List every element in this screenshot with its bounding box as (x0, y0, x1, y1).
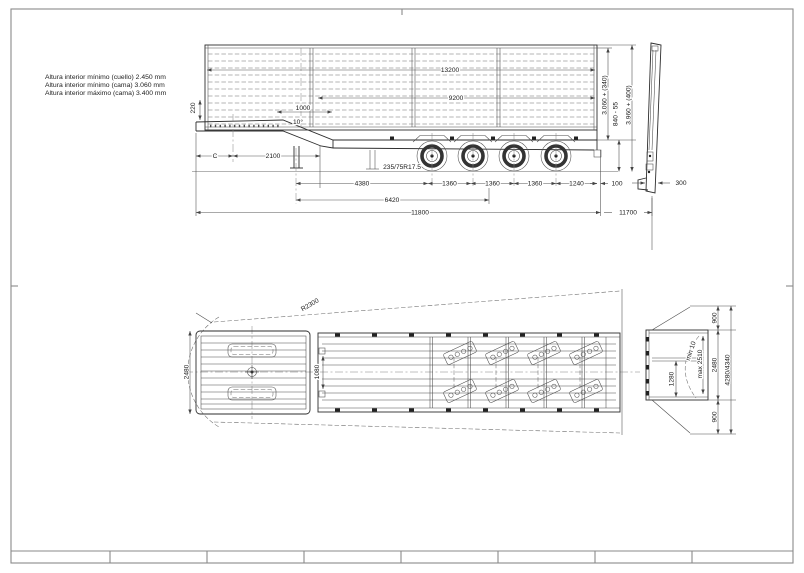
front-view (632, 43, 687, 250)
dim-axle-spacing-2: 1360 (485, 180, 500, 188)
main-frame (314, 333, 620, 412)
dim-axle-spacing-3: 1360 (527, 180, 543, 188)
wheel-1 (413, 133, 451, 187)
wheels (413, 133, 575, 187)
dim-rear-overhang: 100 (611, 180, 623, 188)
dim-bed-length: 9200 (448, 94, 464, 102)
dim-turn-radius: R2300 (299, 297, 321, 314)
tyre-spec-label: 235/75R17.5 (383, 163, 421, 171)
notes-block (45, 74, 167, 97)
dim-overall-length: 11800 (411, 209, 429, 217)
dim-neck-angle: 10° (293, 118, 303, 126)
dim-min-clearance: min 10 (684, 340, 698, 362)
rear-view (646, 306, 737, 434)
note-line-3: Altura interior máximo (cama) 3.400 mm (45, 90, 167, 97)
dim-neck-length: 1000 (295, 104, 311, 112)
chassis (196, 120, 601, 169)
cross-members (430, 337, 606, 408)
dim-deck-height: 840 - 55 (612, 101, 620, 127)
plan-view (183, 289, 640, 435)
dim-axle-spacing-1: 1360 (442, 180, 457, 188)
note-line-1: Altura interior mínimo (cuello) 2.450 mm (45, 74, 166, 81)
dim-overall-width: 4280/4340 (724, 354, 732, 386)
box-slats (208, 54, 594, 124)
dim-panel-width: 300 (675, 179, 687, 187)
dim-platform-width: 2480 (183, 364, 191, 380)
wheel-2 (454, 133, 492, 187)
dim-max-opening: max 2510 (696, 349, 704, 379)
twist-lock-bottom (319, 391, 325, 397)
dim-panel-length: 1280 (668, 371, 676, 387)
note-line-2: Altura interior mínimo (cama) 3.060 mm (45, 82, 165, 89)
front-platform (196, 331, 310, 414)
dim-leg-to-mid: 6420 (384, 196, 400, 204)
dim-lock-spacing: 1080 (313, 364, 321, 380)
front-view-dimensions (632, 180, 687, 187)
dim-axle-to-rear: 1240 (569, 180, 584, 188)
dim-box-length: 13200 (440, 66, 460, 74)
wheel-4 (537, 133, 575, 187)
wheel-3 (495, 133, 533, 187)
dim-chassis-length: 11700 (619, 209, 637, 217)
dim-front-step: 220 (189, 102, 197, 114)
dim-inner-width: 2480 (711, 357, 719, 373)
dim-door-top: 900 (711, 312, 719, 324)
extension-lines (196, 45, 652, 216)
box-posts (301, 48, 500, 127)
swing-cone (188, 289, 622, 435)
dim-interior-height: 3.060 + (340) (601, 75, 609, 115)
dim-door-bottom: 900 (711, 411, 719, 423)
dim-leg-to-axle1: 4380 (354, 180, 370, 188)
side-view (190, 45, 652, 216)
dim-c-ref: C (212, 152, 218, 160)
dim-kingpin-to-leg: 2100 (265, 152, 281, 160)
dim-overall-height: 3.960 + (400) (625, 85, 633, 125)
rear-view-dimensions (668, 306, 731, 434)
